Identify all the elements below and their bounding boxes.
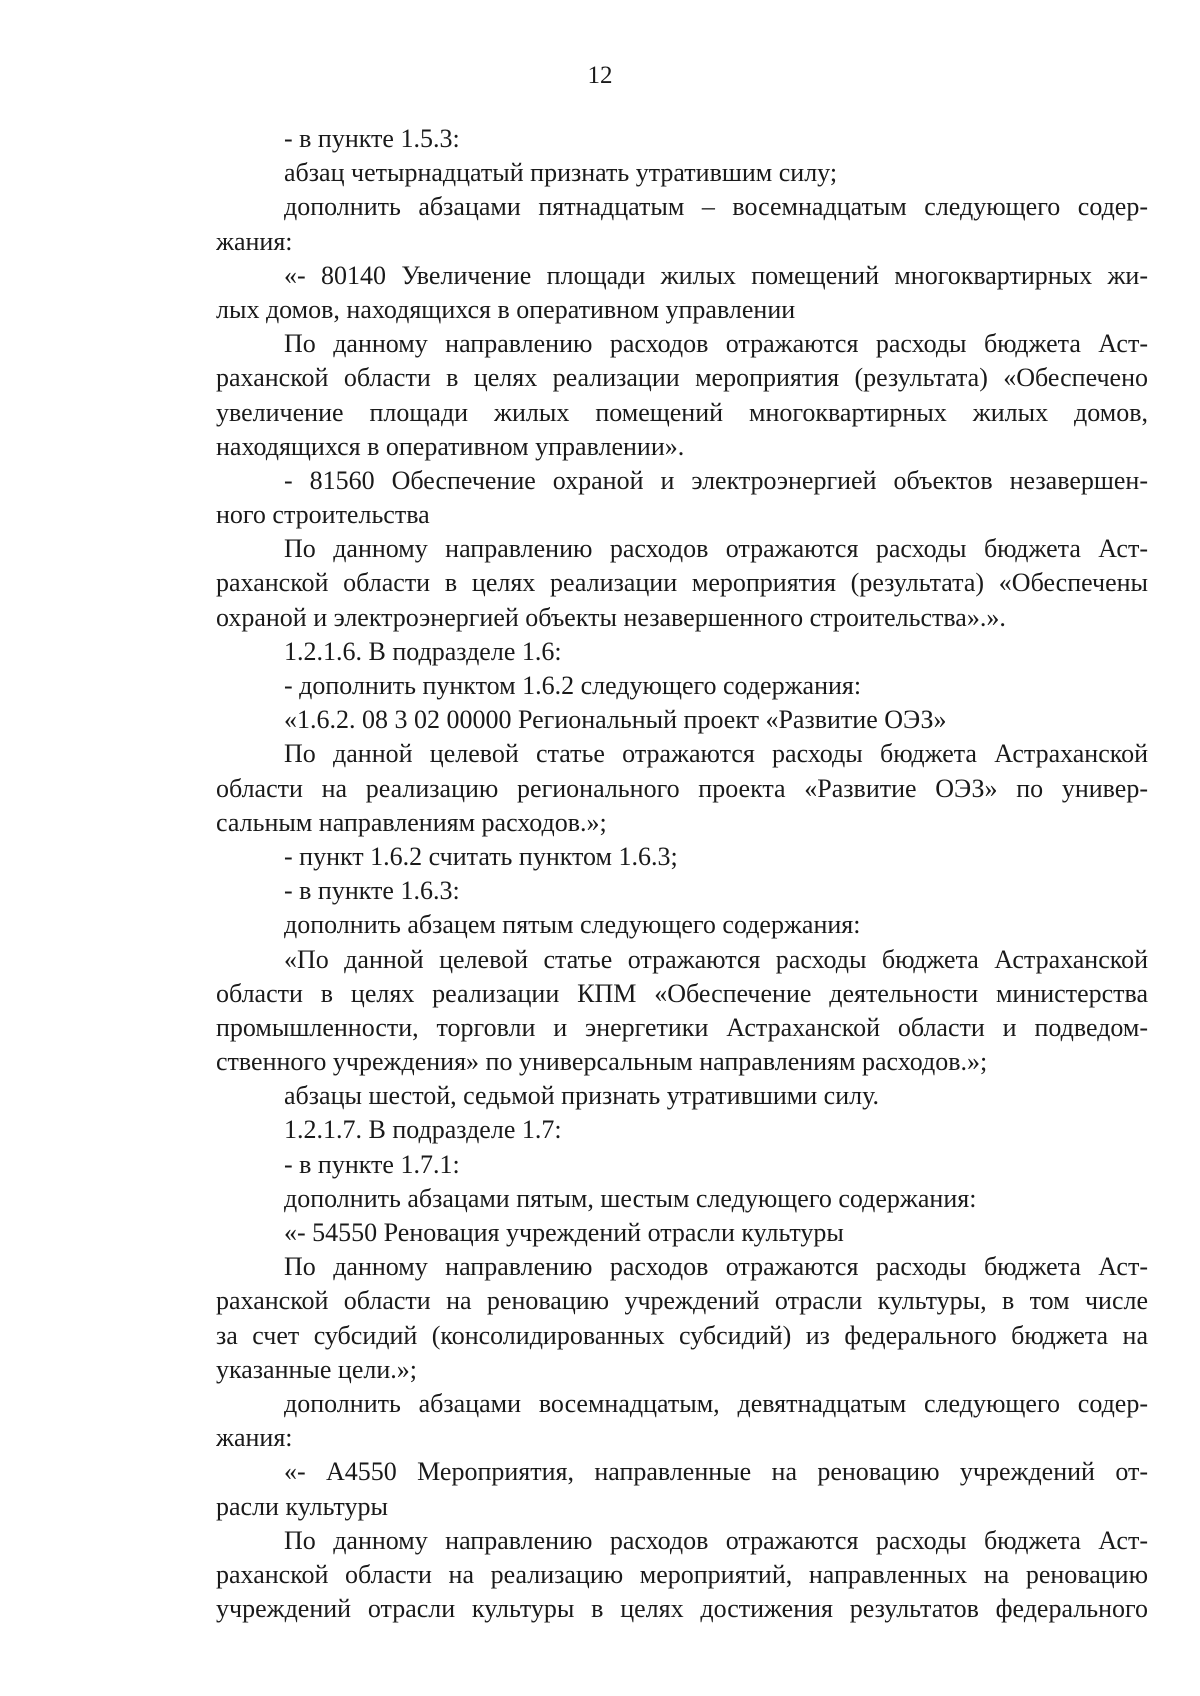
text-line: По данному направлению расходов отражаются расходы бюджета Аст- <box>284 329 1148 359</box>
text-line: «- 80140 Увеличение площади жилых помещений многоквартирных жи- <box>284 260 1148 290</box>
text-line: По данному направлению расходов отражаются расходы бюджета Аст- <box>284 1525 1148 1555</box>
text-line: раханской области в целях реализации мероприятия (результата) «Обеспечены <box>216 568 1148 598</box>
text-line: жания: <box>216 1423 293 1453</box>
text-line: расли культуры <box>216 1491 388 1521</box>
text-line: абзац четырнадцатый признать утратившим силу; <box>284 158 838 188</box>
text-line: указанные цели.»; <box>216 1354 417 1384</box>
text-line: «По данной целевой статье отражаются расходы бюджета Астраханской <box>284 944 1148 974</box>
text-line: сальным направлениям расходов.»; <box>216 807 607 837</box>
text-line: находящихся в оперативном управлении». <box>216 431 685 461</box>
text-line: области в целях реализации КПМ «Обеспечение деятельности министерства <box>216 978 1148 1008</box>
text-line: дополнить абзацем пятым следующего содержания: <box>284 910 861 940</box>
document-body <box>216 122 1148 1626</box>
text-line: «1.6.2. 08 3 02 00000 Региональный проект «Развитие ОЭЗ» <box>284 705 947 735</box>
text-line: - в пункте 1.7.1: <box>284 1149 460 1179</box>
text-line: дополнить абзацами пятнадцатым – восемнадцатым следующего содер- <box>284 192 1148 222</box>
text-line: - в пункте 1.6.3: <box>284 876 460 906</box>
text-line: жания: <box>216 226 293 256</box>
text-line: По данному направлению расходов отражаются расходы бюджета Аст- <box>284 1252 1148 1282</box>
text-line: дополнить абзацами восемнадцатым, девятнадцатым следующего содер- <box>284 1388 1148 1418</box>
text-line: - дополнить пунктом 1.6.2 следующего содержания: <box>284 671 862 700</box>
text-line: раханской области на реализацию мероприятий, направленных на реновацию <box>216 1559 1148 1589</box>
text-line: увеличение площади жилых помещений многоквартирных жилых домов, <box>216 397 1148 427</box>
text-line: дополнить абзацами пятым, шестым следующего содержания: <box>284 1183 977 1213</box>
text-line: области на реализацию регионального проекта «Развитие ОЭЗ» по универ- <box>216 773 1148 803</box>
text-line: По данному направлению расходов отражаются расходы бюджета Аст- <box>284 534 1148 564</box>
text-line: «- 54550 Реновация учреждений отрасли культуры <box>284 1218 844 1247</box>
text-line: раханской области на реновацию учреждений отрасли культуры, в том числе <box>216 1286 1148 1316</box>
text-line: раханской области в целях реализации мероприятия (результата) «Обеспечено <box>216 363 1148 393</box>
text-line: - 81560 Обеспечение охраной и электроэнергией объектов незавершен- <box>284 465 1148 495</box>
text-line: По данной целевой статье отражаются расходы бюджета Астраханской <box>284 739 1148 769</box>
text-line: 1.2.1.7. В подразделе 1.7: <box>284 1115 562 1145</box>
page-number: 12 <box>587 62 613 89</box>
text-line: промышленности, торговли и энергетики Астраханской области и подведом- <box>216 1012 1148 1042</box>
text-line: - в пункте 1.5.3: <box>284 124 460 153</box>
text-line: абзацы шестой, седьмой признать утратившими силу. <box>284 1081 879 1111</box>
text-line: за счет субсидий (консолидированных субсидий) из федерального бюджета на <box>216 1320 1148 1350</box>
text-line: охраной и электроэнергией объекты незавершенного строительства».». <box>216 602 1006 632</box>
text-line: лых домов, находящихся в оперативном управлении <box>216 294 796 324</box>
text-line: учреждений отрасли культуры в целях достижения результатов федерального <box>216 1594 1148 1624</box>
text-line: «- А4550 Мероприятия, направленные на реновацию учреждений от- <box>284 1457 1148 1487</box>
text-line: ного строительства <box>216 500 430 530</box>
text-line: 1.2.1.6. В подразделе 1.6: <box>284 636 562 666</box>
text-line: ственного учреждения» по универсальным направлениям расходов.»; <box>216 1047 988 1077</box>
text-line: - пункт 1.6.2 считать пунктом 1.6.3; <box>284 841 678 871</box>
